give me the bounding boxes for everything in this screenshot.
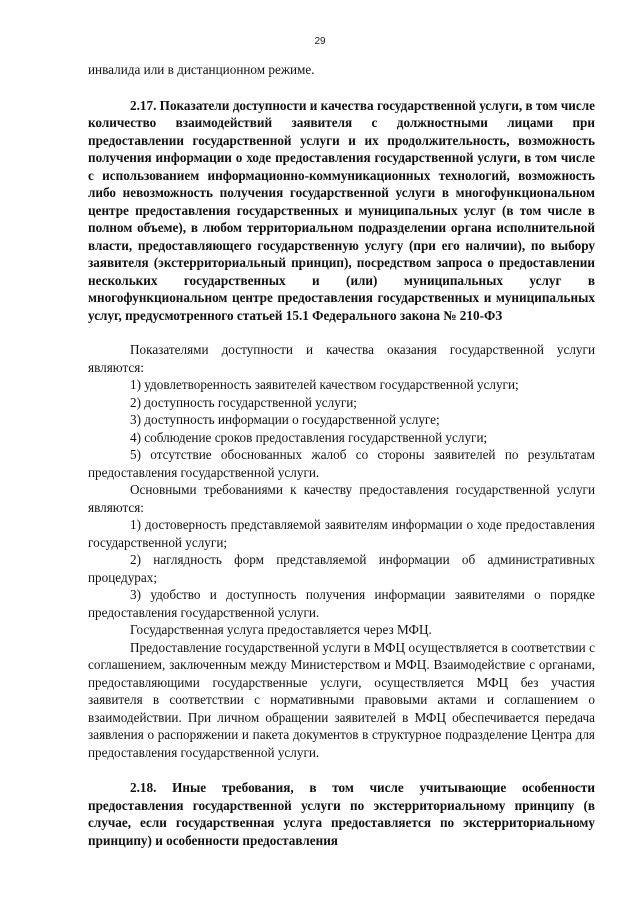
continued-paragraph: инвалида или в дистанционном режиме. <box>88 62 315 77</box>
section-heading-2-18: 2.18. Иные требования, в том числе учитывающие особенности предоставления государственной услуги по экстерриториальному принципу (в случае, если государственная услуга предоставляется по экстерриториальному принципу) и особенности предоставления <box>88 780 595 848</box>
list-item: 3) удобство и доступность получения информации заявителями о порядке предоставления государственной услуги. <box>88 587 595 620</box>
list-item: 5) отсутствие обоснованных жалоб со стороны заявителей по результатам предоставления государственной услуги. <box>88 447 595 480</box>
list-item: 4) соблюдение сроков предоставления государственной услуги; <box>130 429 488 445</box>
paragraph: Предоставление государственной услуги в МФЦ осуществляется в соответствии с соглашением, заключенным между Министерством и МФЦ. Взаимодействие с органами, предоставляющими государственные услуги, осуществляется МФЦ без участия заявителя в соответствии с нормативными правовыми актами и соглашением о взаимодействии. При личном обращении заявителей в МФЦ обеспечивается передача заявления о распоряжении и пакета документов в структурное подразделение Центра для предоставления государственной услуги. <box>88 639 595 760</box>
list-item: 1) достоверность представляемой заявителям информации о ходе предоставления государственной услуги; <box>88 517 595 550</box>
list-item: 2) наглядность форм представляемой информации об административных процедурах; <box>88 552 595 585</box>
page-number: 29 <box>314 36 326 47</box>
paragraph: Показателями доступности и качества оказания государственной услуги являются: <box>88 342 595 375</box>
section-heading-2-17: 2.17. Показатели доступности и качества государственной услуги, в том числе количество взаимодействий заявителя с должностными лицами при предоставлении государственной услуги и их продолжительность, возможность получения информации о ходе предоставления государственной услуги, в том числе с использованием информационно-коммуникационных технологий, возможность либо невозможность получения государственной услуги в многофункциональном центре предоставления государственных и муниципальных услуг (в том числе в полном объеме), в любом территориальном подразделении органа исполнительной власти, предоставляющего государственную услугу (при его наличии), по выбору заявителя (экстерриториальный принцип), посредством запроса о предоставлении нескольких государственных и (или) муниципальных услуг в многофункциональном центре предоставления государственных и муниципальных услуг, предусмотренного статьей 15.1 Федерального закона № 210-ФЗ <box>88 97 595 323</box>
list-item: 1) удовлетворенность заявителей качеством государственной услуги; <box>130 377 519 392</box>
paragraph: Основными требованиями к качеству предоставления государственной услуги являются: <box>88 482 595 515</box>
paragraph: Государственная услуга предоставляется через МФЦ. <box>130 622 432 637</box>
document-body <box>88 61 595 849</box>
list-item: 2) доступность государственной услуги; <box>130 394 357 410</box>
list-item: 3) доступность информации о государственной услуге; <box>130 412 440 427</box>
